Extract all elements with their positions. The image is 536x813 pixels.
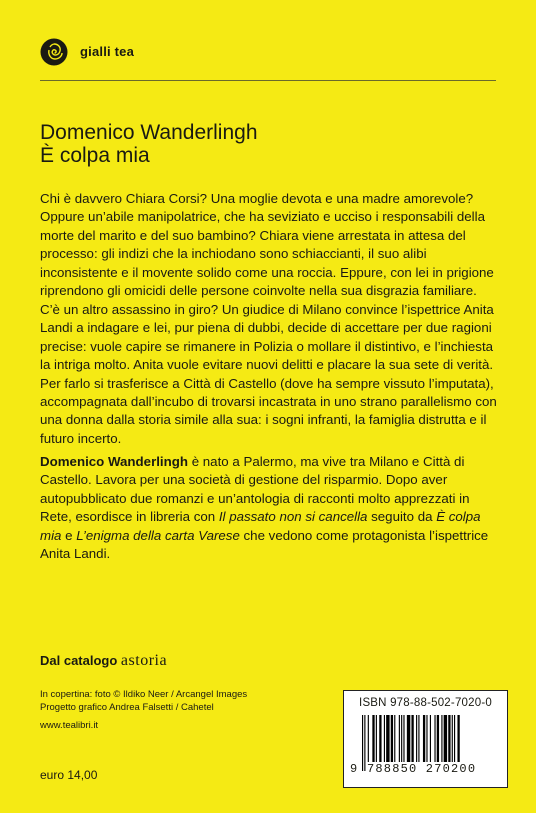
bio-text-2: seguito da (367, 509, 437, 525)
bio-author-name: Domenico Wanderlingh (40, 454, 188, 469)
catalog-brand: astoria (120, 652, 168, 669)
website: www.tealibri.it (40, 720, 99, 731)
bio-book-2: È colpa mia (40, 509, 481, 543)
bio-text-3: e (61, 527, 77, 543)
book-author: Domenico Wanderlingh (40, 121, 258, 144)
barcode-box (343, 690, 508, 788)
bio-book-3: L’enigma della carta Varese (76, 527, 240, 543)
barcode-digits: 788850 270200 (367, 762, 477, 776)
catalog-label: Dal catalogo (40, 653, 118, 668)
back-cover-blurb: Chi è davvero Chiara Corsi? Una moglie devota e una madre amorevole? Oppure un’abile manipolatrice, che ha seviziato e ucciso i responsabili della morte del marito e del suo bambino? Chiara viene arrestata in attesa del processo: gli indizi che la inchiodano sono schiaccianti, il suo alibi inconsistente e il movente solido come una roccia. Eppure, con lei in prigione riprendono gli omicidi delle persone coinvolte nella sua disgrazia familiare. C’è un altro assassino in giro? Un giudice di Milano convince l’ispettrice Anita Landi a indagare e lei, pur piena di dubbi, decide di accettare per due ragioni precise: vuole capire se rimanere in Polizia o mollare il distintivo, e l’inchiesta la intriga molto. Anita vuole evitare nuovi delitti e placare la sua sete di verità. Per farlo si trasferisce a Città di Castello (dove ha sempre vissuto l’imputata), accompagnata dall’incubo di trovarsi incastrata in uno strano parallelismo con una donna dalla storia simile alla sua: i sogni infranti, la famiglia distrutta e il futuro incerto. (40, 191, 497, 446)
barcode-first-digit: 9 (350, 762, 358, 776)
author-bio (40, 453, 500, 564)
header-divider (40, 80, 496, 81)
design-credit: Progetto grafico Andrea Falsetti / Cahetel (40, 702, 214, 713)
price: euro 14,00 (40, 768, 98, 782)
isbn-label: ISBN 978-88-502-7020-0 (359, 697, 492, 709)
series-name: gialli tea (80, 44, 135, 59)
bio-book-1: Il passato non si cancella (218, 509, 368, 525)
bio-text-1: è nato a Palermo, ma vive tra Milano e Città di Castello. Lavora per una società di gestione del risparmio. Dopo aver autopubblicato due romanzi e un’antologia di racconti molto apprezzati in Rete, esordisce in libreria con (40, 454, 470, 525)
bio-text-4: che vedono come protagonista l’ispettrice Anita Landi. (40, 527, 489, 562)
catalog-line (40, 652, 167, 670)
rose-logo-icon (40, 38, 68, 66)
credits (40, 688, 247, 714)
cover-credit: In copertina: foto © Ildiko Neer / Arcangel Images (40, 689, 248, 700)
book-title: È colpa mia (40, 144, 150, 167)
